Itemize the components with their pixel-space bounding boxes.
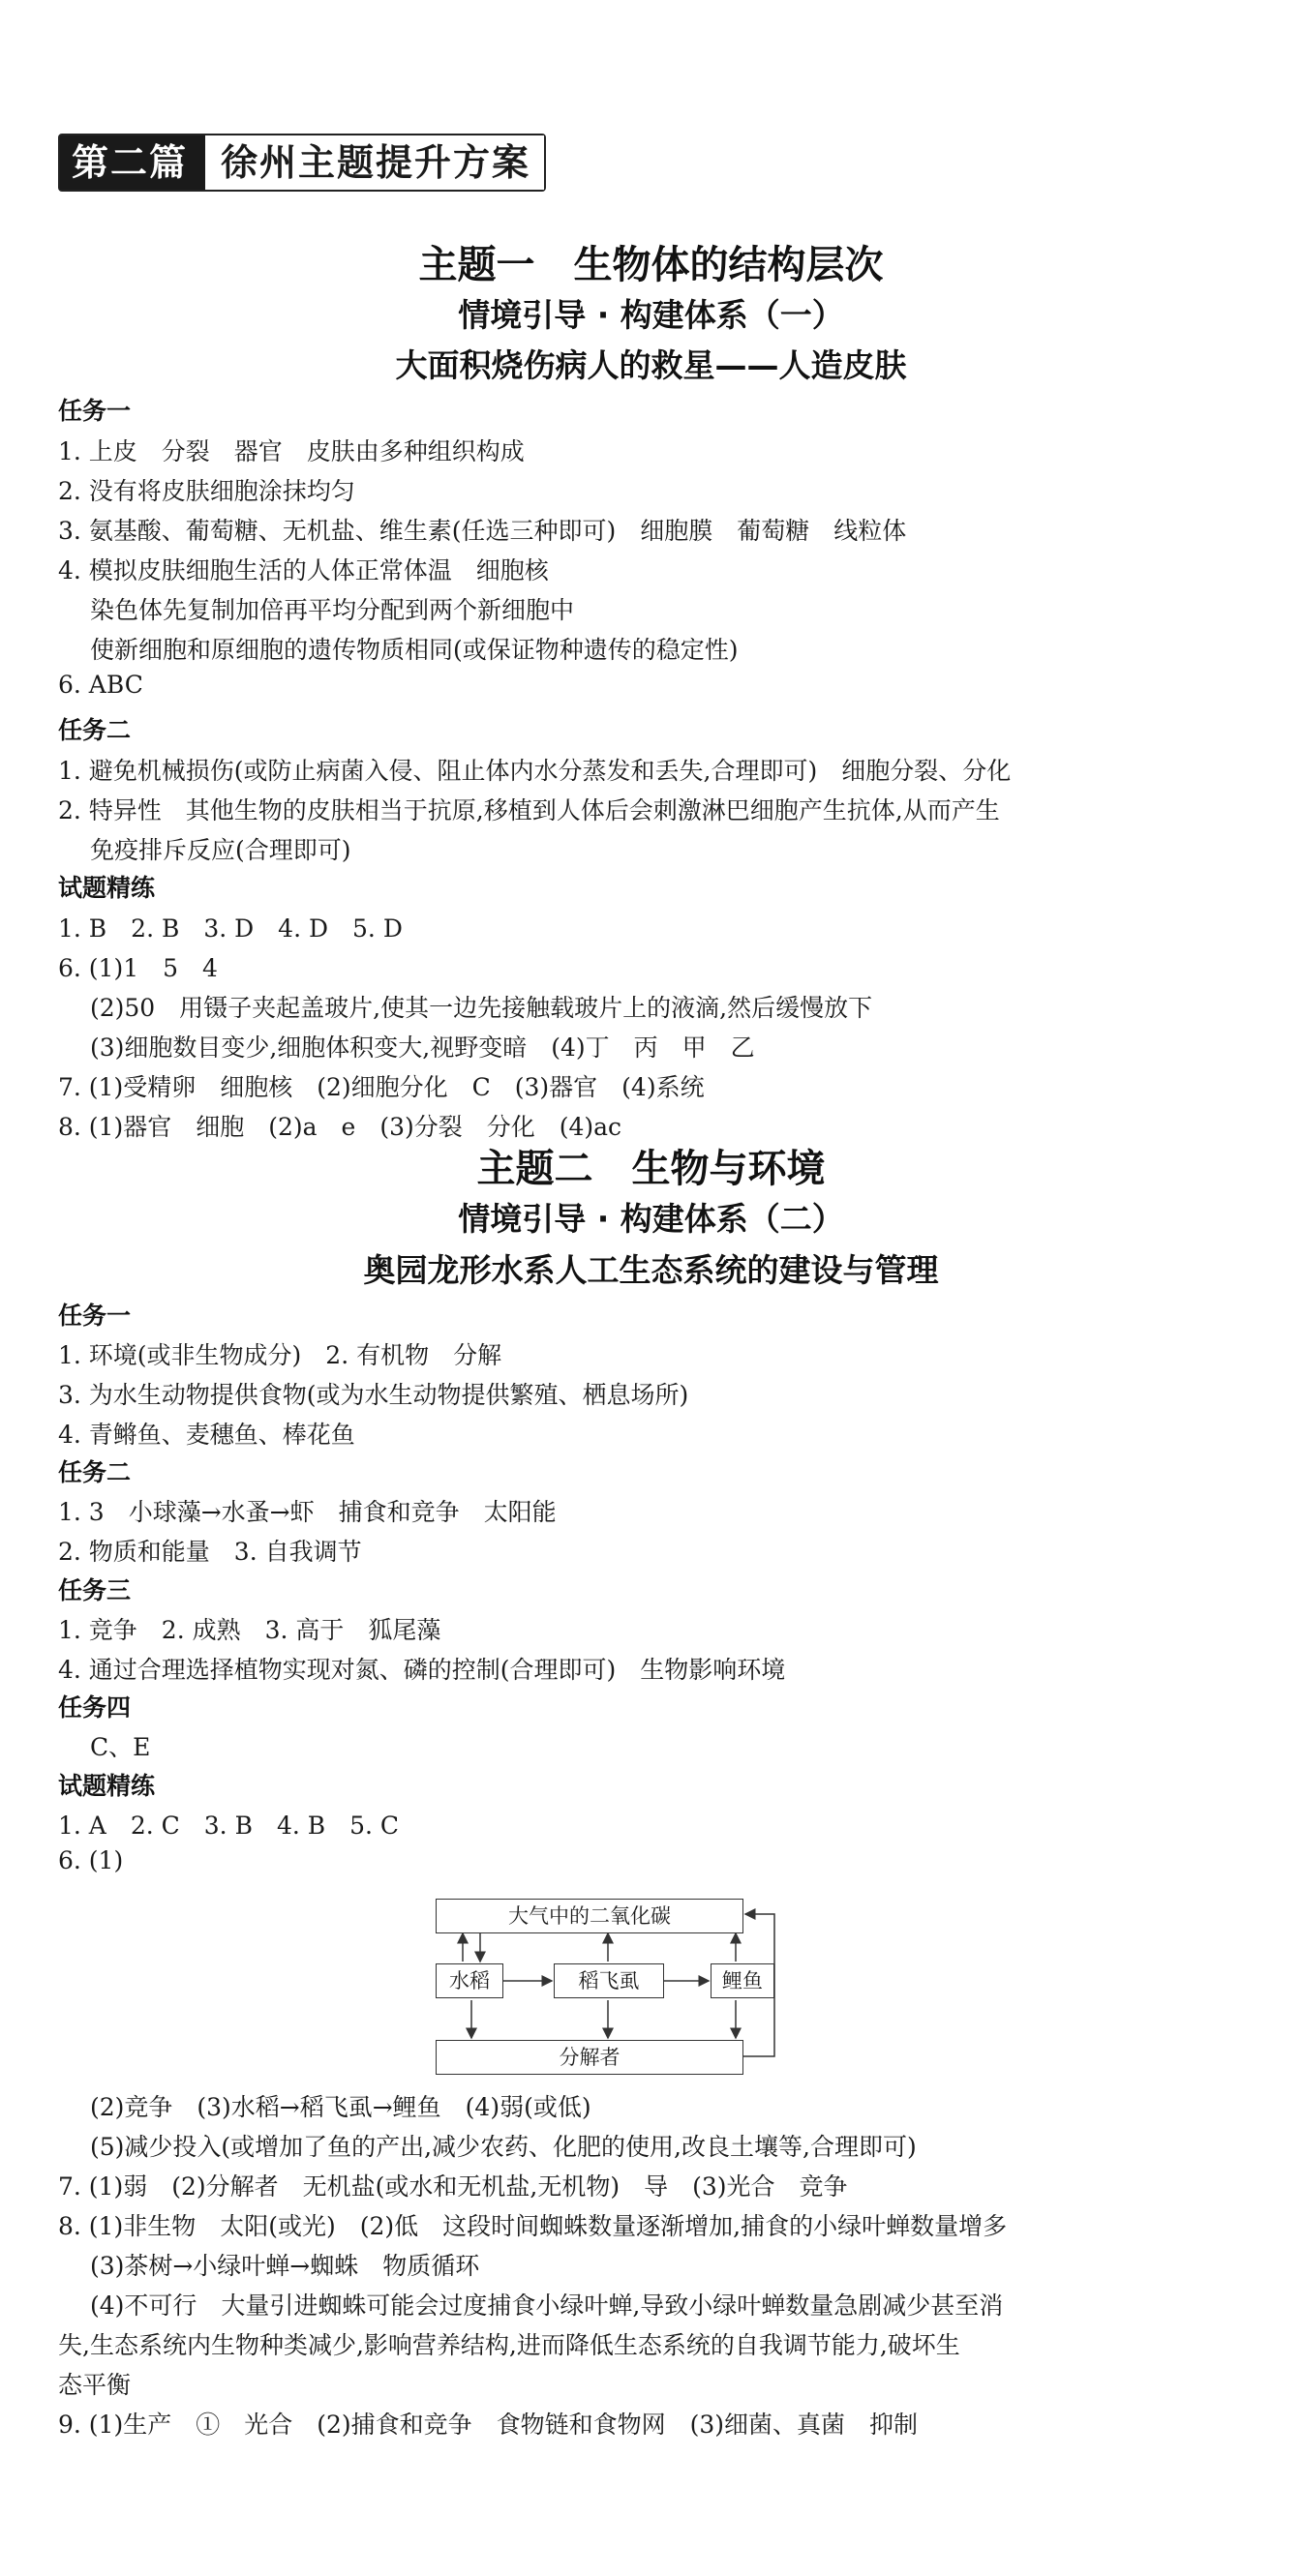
topic1-task1-line: 使新细胞和原细胞的遗传物质相同(或保证物种遗传的稳定性) (58, 636, 739, 664)
topic2-title: 主题二 生物与环境 (476, 1147, 826, 1191)
topic1-case-title: 大面积烧伤病人的救星——人造皮肤 (395, 346, 907, 384)
banner-title: 徐州主题提升方案 (199, 135, 544, 190)
topic1-practice-line: 6. (1)1 5 4 (58, 954, 218, 982)
topic2-practice-line: (2)竞争 (3)水稻→稻飞虱→鲤鱼 (4)弱(或低) (58, 2093, 591, 2121)
topic2-task2-line: 1. 3 小球藻→水蚤→虾 捕食和竞争 太阳能 (58, 1498, 557, 1526)
topic1-task2-line: 2. 特异性 其他生物的皮肤相当于抗原,移植到人体后会刺激淋巴细胞产生抗体,从而产生 (58, 796, 1000, 824)
topic1-practice-line: 8. (1)器官 细胞 (2)a e (3)分裂 分化 (4)ac (58, 1113, 622, 1141)
topic1-task2-line: 免疫排斥反应(合理即可) (58, 836, 351, 864)
topic2-practice-label: 试题精练 (58, 1772, 156, 1800)
diagram-rice-box: 水稻 (436, 1963, 503, 1998)
topic2-task2-line: 2. 物质和能量 3. 自我调节 (58, 1538, 362, 1566)
topic2-task1-line: 1. 环境(或非生物成分) 2. 有机物 分解 (58, 1341, 502, 1369)
topic1-task1-line: 6. ABC (58, 671, 143, 699)
diagram-atmosphere-box: 大气中的二氧化碳 (436, 1899, 743, 1933)
topic2-practice-line: 6. (1) (58, 1846, 124, 1874)
topic1-task1-line: 3. 氨基酸、葡萄糖、无机盐、维生素(任选三种即可) 细胞膜 葡萄糖 线粒体 (58, 517, 907, 545)
topic1-task2-label: 任务二 (58, 716, 132, 744)
topic2-practice-line: 7. (1)弱 (2)分解者 无机盐(或水和无机盐,无机物) 导 (3)光合 竞争 (58, 2172, 848, 2201)
topic2-practice-line: 态平衡 (58, 2371, 132, 2399)
topic2-subtitle: 情境引导 · 构建体系（二） (458, 1200, 844, 1238)
topic1-practice-line: (2)50 用镊子夹起盖玻片,使其一边先接触载玻片上的液滴,然后缓慢放下 (58, 994, 873, 1022)
topic1-practice-line: (3)细胞数目变少,细胞体积变大,视野变暗 (4)丁 丙 甲 乙 (58, 1033, 755, 1062)
topic2-practice-line: 9. (1)生产 ① 光合 (2)捕食和竞争 食物链和食物网 (3)细菌、真菌 抑制 (58, 2411, 919, 2439)
topic2-task3-label: 任务三 (58, 1576, 132, 1604)
topic2-task4-label: 任务四 (58, 1693, 132, 1722)
topic1-practice-label: 试题精练 (58, 874, 156, 902)
topic2-task2-label: 任务二 (58, 1458, 132, 1486)
topic1-practice-line: 7. (1)受精卵 细胞核 (2)细胞分化 C (3)器官 (4)系统 (58, 1073, 705, 1101)
topic1-task2-line: 1. 避免机械损伤(或防止病菌入侵、阻止体内水分蒸发和丢失,合理即可) 细胞分裂、分化 (58, 757, 1012, 785)
topic1-practice-line: 1. B 2. B 3. D 4. D 5. D (58, 914, 403, 943)
topic2-task1-label: 任务一 (58, 1302, 132, 1330)
topic2-task3-line: 4. 通过合理选择植物实现对氮、磷的控制(合理即可) 生物影响环境 (58, 1656, 786, 1684)
diagram-planthopper-box: 稻飞虱 (554, 1963, 664, 1998)
diagram-carp-box: 鲤鱼 (711, 1963, 774, 1998)
topic2-practice-line: 1. A 2. C 3. B 4. B 5. C (58, 1812, 400, 1840)
topic1-task1-label: 任务一 (58, 397, 132, 425)
topic2-task1-line: 4. 青鳉鱼、麦穗鱼、棒花鱼 (58, 1421, 355, 1449)
topic1-title: 主题一 生物体的结构层次 (418, 243, 884, 287)
topic2-task4-line: C、E (58, 1733, 151, 1761)
topic2-practice-line: 失,生态系统内生物种类减少,影响营养结构,进而降低生态系统的自我调节能力,破坏生 (58, 2331, 960, 2359)
carbon-cycle-diagram (436, 1897, 784, 2076)
diagram-decomposer-box: 分解者 (436, 2040, 743, 2075)
topic1-task1-line: 1. 上皮 分裂 器官 皮肤由多种组织构成 (58, 437, 525, 465)
topic1-subtitle: 情境引导 · 构建体系（一） (458, 296, 844, 334)
topic2-practice-line: (4)不可行 大量引进蜘蛛可能会过度捕食小绿叶蝉,导致小绿叶蝉数量急剧减少甚至消 (58, 2291, 1004, 2320)
topic1-task1-line: 2. 没有将皮肤细胞涂抹均匀 (58, 477, 355, 505)
topic2-task1-line: 3. 为水生动物提供食物(或为水生动物提供繁殖、栖息场所) (58, 1381, 689, 1409)
topic2-practice-line: (5)减少投入(或增加了鱼的产出,减少农药、化肥的使用,改良土壤等,合理即可) (58, 2133, 917, 2161)
topic2-practice-line: (3)茶树→小绿叶蝉→蜘蛛 物质循环 (58, 2252, 480, 2280)
topic2-case-title: 奥园龙形水系人工生态系统的建设与管理 (363, 1251, 939, 1289)
section-banner (58, 134, 546, 192)
topic1-task1-line: 染色体先复制加倍再平均分配到两个新细胞中 (58, 596, 574, 624)
banner-part: 第二篇 (60, 135, 199, 190)
topic1-task1-line: 4. 模拟皮肤细胞生活的人体正常体温 细胞核 (58, 556, 549, 584)
topic2-task3-line: 1. 竞争 2. 成熟 3. 高于 狐尾藻 (58, 1616, 441, 1644)
topic2-practice-line: 8. (1)非生物 太阳(或光) (2)低 这段时间蜘蛛数量逐渐增加,捕食的小绿叶蝉数量增多 (58, 2212, 1008, 2240)
